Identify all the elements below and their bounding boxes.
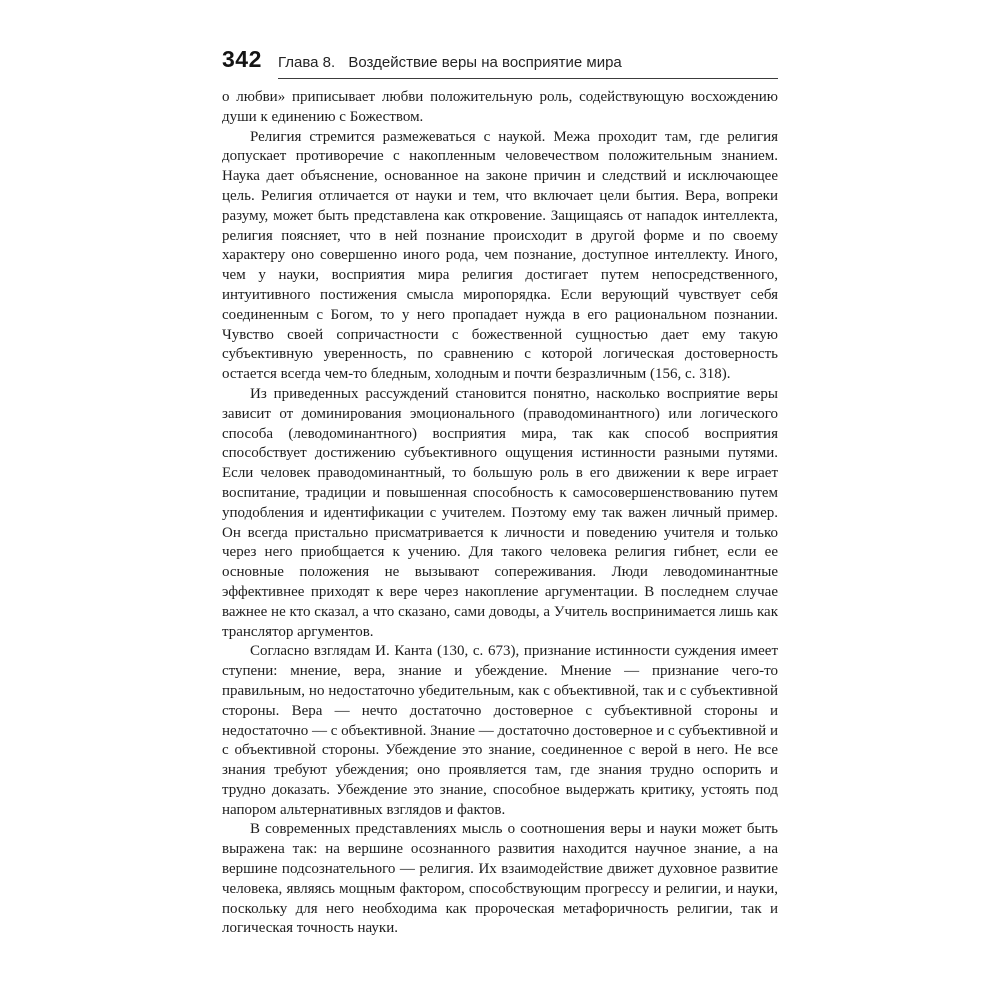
chapter-title: Воздействие веры на восприятие мира xyxy=(348,54,622,71)
chapter-heading xyxy=(278,54,778,79)
paragraph: Религия стремится размежеваться с наукой. Межа проходит там, где религия допускает противоречие с накопленным человечеством положительным знанием. Наука дает объяснение, основанное на законе причин и следствий и исключающее цель. Религия отличается от науки и тем, что включает цели бытия. Вера, вопреки разуму, может быть представлена как откровение. Защищаясь от нападок интеллекта, религия поясняет, что в ней познание происходит в другой форме и по своему характеру оно совершенно иного рода, чем познание, доступное интеллекту. Иного, чем у науки, восприятия мира религия достигает путем непосредственного, интуитивного постижения смысла миропорядка. Если верующий чувствует себя соединенным с Богом, то у него пропадает нужда в его рациональном познании. Чувство своей сопричастности с божественной сущностью дает ему такую субъективную уверенность, по сравнению с которой логическая достоверность остается всегда чем-то бледным, холодным и почти безразличным (156, с. 318). xyxy=(222,128,778,383)
paragraph: В современных представлениях мысль о соотношения веры и науки может быть выражена так: на вершине осознанного развития находится научное знание, а на вершине подсознательного — религия. Их взаимодействие движет духовное развитие человека, являясь мощным фактором, способствующим прогрессу и религии, и науки, поскольку для него необходима как пророческая метафоричность религии, так и логическая точность науки. xyxy=(222,821,778,937)
paragraph: Из приведенных рассуждений становится понятно, насколько восприятие веры зависит от доминирования эмоционального (праводоминантного) или логического способа (леводоминантного) восприятия мира, так как способ восприятия способствует достижению субъективного ощущения истинности разными путями. Если человек праводоминантный, то большую роль в его движении к вере играет воспитание, традиции и повышенная способность к самосовершенствованию путем уподобления и идентификации с учителем. Поэтому ему так важен личный пример. Он всегда пристально присматривается к личности и поведению учителя и только через него приобщается к учению. Для такого человека религия гибнет, если ее основные положения не вызывают сопереживания. Люди леводоминантные эффективнее приходят к вере через накопление аргументации. В последнем случае важнее не кто сказал, а что сказано, сами доводы, а Учитель воспринимается лишь как транслятор аргументов. xyxy=(222,385,778,640)
page-text xyxy=(222,88,778,939)
paragraph: Согласно взглядам И. Канта (130, с. 673), признание истинности суждения имеет ступени: мнение, вера, знание и убеждение. Мнение — признание чего-то правильным, но недостаточно убедительным, как с объективной, так и с субъективной стороны. Вера — нечто достаточно достоверное с субъективной стороны и недостаточно — с объективной. Знание — достаточно достоверное и с субъективной и с объективной стороны. Убеждение это знание, соединенное с верой в него. Не все знания требуют убеждения; оно проявляется там, где знания трудно оспорить и трудно доказать. Убеждение это знание, способное выдержать критику, устоять под напором альтернативных взглядов и фактов. xyxy=(222,643,778,818)
page-header xyxy=(222,46,778,79)
chapter-label: Глава 8. xyxy=(278,54,336,71)
paragraph: о любви» приписывает любви положительную роль, содействующую восхождению души к единению с Божеством. xyxy=(222,89,778,125)
page-number: 342 xyxy=(222,46,262,72)
